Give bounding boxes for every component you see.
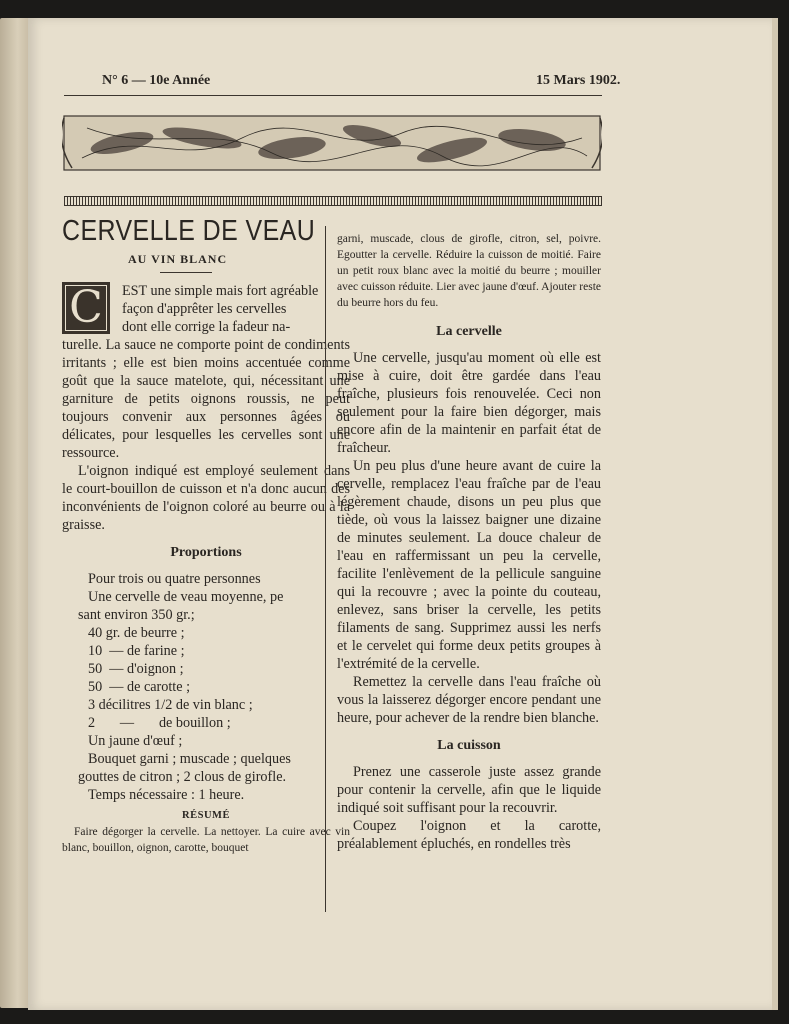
article-subtitle: AU VIN BLANC [128, 252, 228, 266]
cervelle-heading: La cervelle [436, 324, 502, 339]
cuisson-paragraph-2: Coupez l'oignon et la carotte, préalablement épluchés, en rondelles très [337, 818, 601, 852]
proportion-line: Pour trois ou quatre personnes [88, 571, 261, 587]
subtitle-rule [160, 272, 212, 273]
proportion-line: Un jaune d'œuf ; [88, 733, 183, 749]
intro-line-1: EST une simple mais fort agréable [122, 283, 319, 299]
ornamental-rule [64, 196, 602, 206]
issue-number: N° 6 — 10e Année [102, 73, 211, 88]
proportion-line: Temps nécessaire : 1 heure. [88, 787, 245, 803]
cuisson-heading: La cuisson [437, 738, 501, 753]
article-title: CERVELLE DE VEAU [62, 215, 316, 247]
proportions-heading: Proportions [170, 545, 242, 560]
left-column [62, 282, 350, 856]
cervelle-paragraph-2: Un peu plus d'une heure avant de cuire la cervelle, remplacez l'eau fraîche par de l'eau légèrement chaude, disons un peu plus que tiède, où vous la laissez baigner une dizaine de minutes seulement. La douce chaleur de l'eau en raffermissant un peu la cervelle, facilite l'enlèvement de la pellicule sanguine qui la recouvre ; avec la pointe du couteau, enlevez, sans briser la cervelle, les petits filaments de sang. Supprimez aussi les nerfs et le cervelet qui forme deux petits groupes à l'extrémité de la cervelle. [337, 458, 601, 672]
column-rule [325, 226, 326, 912]
proportion-line: 3 décilitres 1/2 de vin blanc ; [88, 697, 253, 713]
right-column [337, 231, 601, 853]
proportion-line: 50 — de carotte ; [88, 679, 191, 695]
dropcap-letter: C [69, 282, 103, 333]
cervelle-paragraph-3: Remettez la cervelle dans l'eau fraîche où vous la laisserez dégorger encore pendant une heure, pour achever de la rendre bien blanche. [337, 674, 601, 726]
intro-line-2: façon d'apprêter les cervelles [122, 301, 287, 317]
resume-text-left: Faire dégorger la cervelle. La nettoyer. La cuire avec vin blanc, bouillon, oignon, carotte, bouquet [62, 826, 350, 854]
proportion-line: 2 — de bouillon ; [88, 715, 231, 731]
proportion-line: gouttes de citron ; 2 clous de girofle. [78, 769, 287, 785]
intro-paragraph: turelle. La sauce ne comporte point de condiments irritants ; elle est bien moins accentuée comme goût que la sauce matelote, qui, nécessitant une garniture de petits oignons roussis, ne peut toujours convenir aux personnes âgées ou délicates, pour lesquelles les cervelles sont une ressource. [62, 337, 350, 461]
proportions-list [62, 570, 350, 804]
proportion-line: 50 — d'oignon ; [88, 661, 184, 677]
resume-heading: RÉSUMÉ [182, 810, 230, 821]
intro-line-3: dont elle corrige la fadeur na- [122, 319, 291, 335]
proportion-line: Bouquet garni ; muscade ; quelques [88, 751, 291, 767]
issue-date: 15 Mars 1902. [536, 73, 621, 88]
proportion-line: 10 — de farine ; [88, 643, 185, 659]
resume-text-right: garni, muscade, clous de girofle, citron, sel, poivre. Egoutter la cervelle. Réduire la cuisson de moitié. Faire un petit roux blanc avec la moitié du beurre ; mouiller avec cuisson réduite. Lier avec jaune d'œuf. Ajouter reste du beurre hors du feu. [337, 233, 601, 309]
proportion-line: 40 gr. de beurre ; [88, 625, 185, 641]
header-rule [64, 95, 602, 96]
onion-paragraph: L'oignon indiqué est employé seulement dans le court-bouillon de cuisson et n'a donc aucun des inconvénients de l'oignon coloré au beurre ou à la graisse. [62, 463, 350, 533]
page-edge [772, 18, 778, 1010]
cuisson-paragraph-1: Prenez une casserole juste assez grande pour contenir la cervelle, afin que le liquide indiqué soit suffisant pour la recouvrir. [337, 764, 601, 816]
fish-ornament-banner [62, 98, 602, 190]
cervelle-paragraph-1: Une cervelle, jusqu'au moment où elle est mise à cuire, doit être gardée dans l'eau fraîche, plusieurs fois renouvelée. Ceci non seulement pour la faire bien dégorger, mais encore afin de la maintenir en parfait état de fraîcheur. [337, 350, 601, 456]
proportion-line: Une cervelle de veau moyenne, pe [88, 589, 284, 605]
proportion-line: sant environ 350 gr.; [78, 607, 195, 623]
